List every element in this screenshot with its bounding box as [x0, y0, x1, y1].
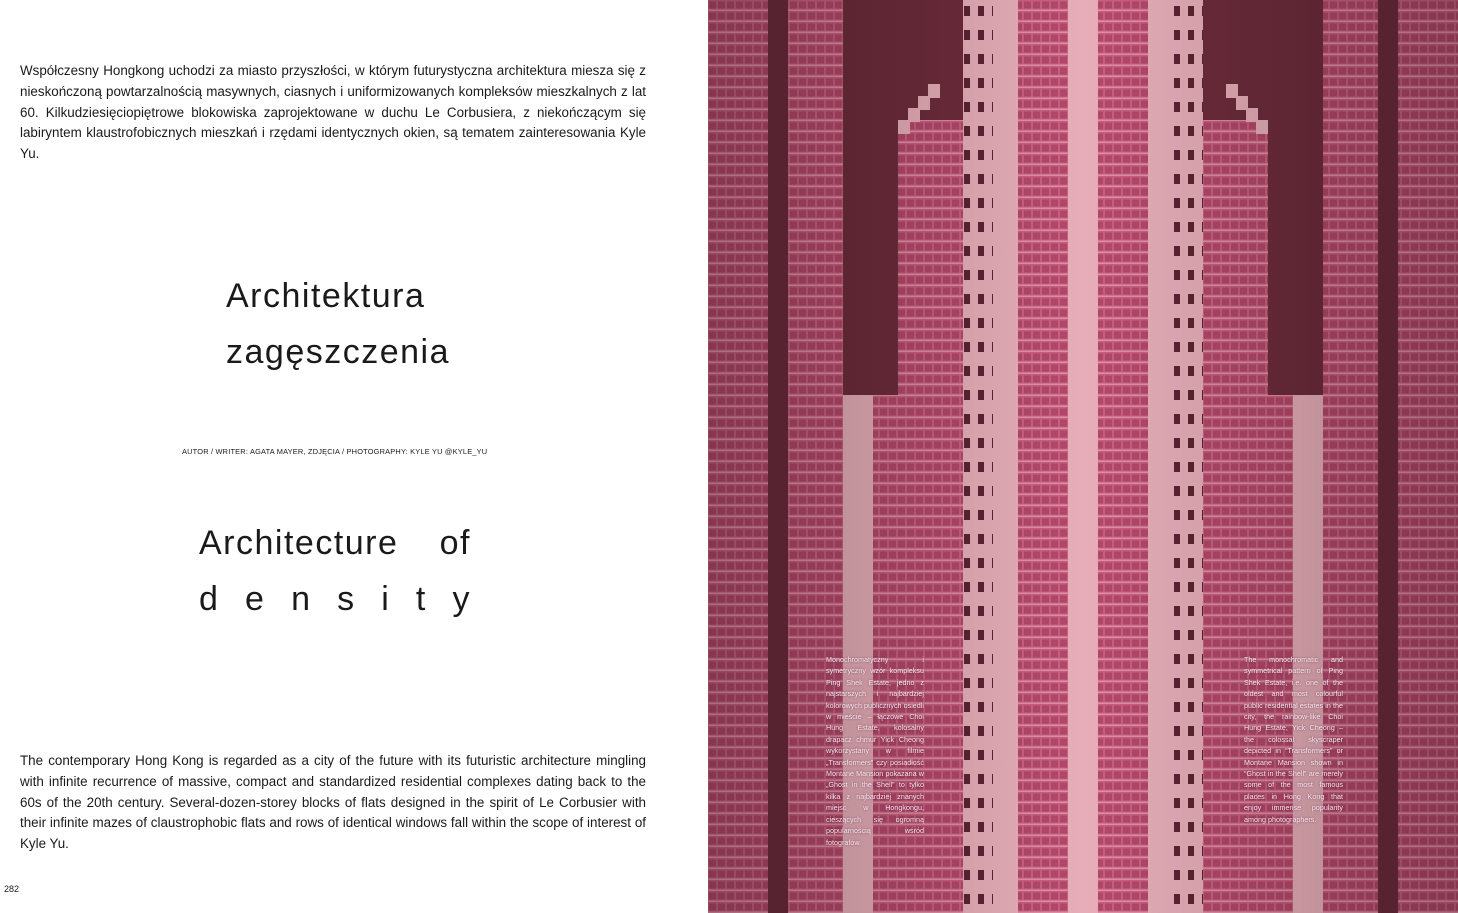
title-english-line-1: Architecture of: [199, 524, 471, 562]
article-title-english: [199, 515, 471, 627]
title-english-line-2: d e n s i t y: [199, 580, 471, 618]
page-number: 282: [4, 884, 20, 894]
title-polish-line-2: zagęszczenia: [226, 333, 451, 371]
building-photograph: [708, 0, 1458, 913]
photo-caption-polish: Monochromatyczny i symetryczny wzór kompleksu Ping Shek Estate, jedno z najstarszych i najbardziej kolorowych publicznych osiedli w mieście – łączowe Choi Hung Estate, kolosalny drapacz chmur Yick Cheong wykorzystany w filmie „Transformers” czy posiadłość Montane Mansion pokazana w „Ghost in the Shell” to tylko kilka z najbardziej znanych miejsc w Hongkongu, cieszących się ogromną popularnością wśród fotografów.: [826, 655, 924, 847]
title-polish-line-1: Architektura: [226, 277, 426, 315]
intro-paragraph-english: The contemporary Hong Kong is regarded as a city of the future with its futuristic architecture mingling with infinite recurrence of massive, compact and standardized residential complexes dating back to the 60s of the 20th century. Several-dozen-storey blocks of flats designed in the spirit of Le Corbusier with their infinite mazes of claustrophobic flats and rows of identical windows fall within the scope of interest of Kyle Yu.: [20, 753, 646, 852]
photo-caption-english: The monochromatic and symmetrical pattern of Ping Shek Estate, i.e. one of the oldest and most colourful public residential estates in the city, the rainbow-like Choi Hung Estate, Yick Cheong – the colossal skyscraper depicted in “Transformers” or Montane Mansion shown in “Ghost in the Shell” are merely some of the most famous places in Hong Kong that enjoy immense popularity among photographers.: [1244, 655, 1343, 824]
intro-paragraph-polish: Współczesny Hongkong uchodzi za miasto przyszłości, w którym futurystyczna architektura miesza się z nieskończoną powtarzalnością masywnych, ciasnych i uniformizowanych kompleksów mieszkalnych z lat 60. Kilkudziesięciopiętrowe blokowiska zaprojektowane w duchu Le Corbusiera, z niekończącym się labiryntem klaustrofobicznych mieszkań i rzędami identycznych okien, są tematem zainteresowania Kyle Yu.: [20, 63, 646, 162]
high-rise-facade-image: [708, 0, 1458, 913]
article-title-polish: [226, 268, 526, 380]
photo-shading: [708, 0, 1458, 913]
author-credits: AUTOR / WRITER: AGATA MAYER, ZDJĘCIA / PHOTOGRAPHY: KYLE YU @KYLE_YU: [182, 447, 488, 456]
left-page: [0, 0, 708, 913]
